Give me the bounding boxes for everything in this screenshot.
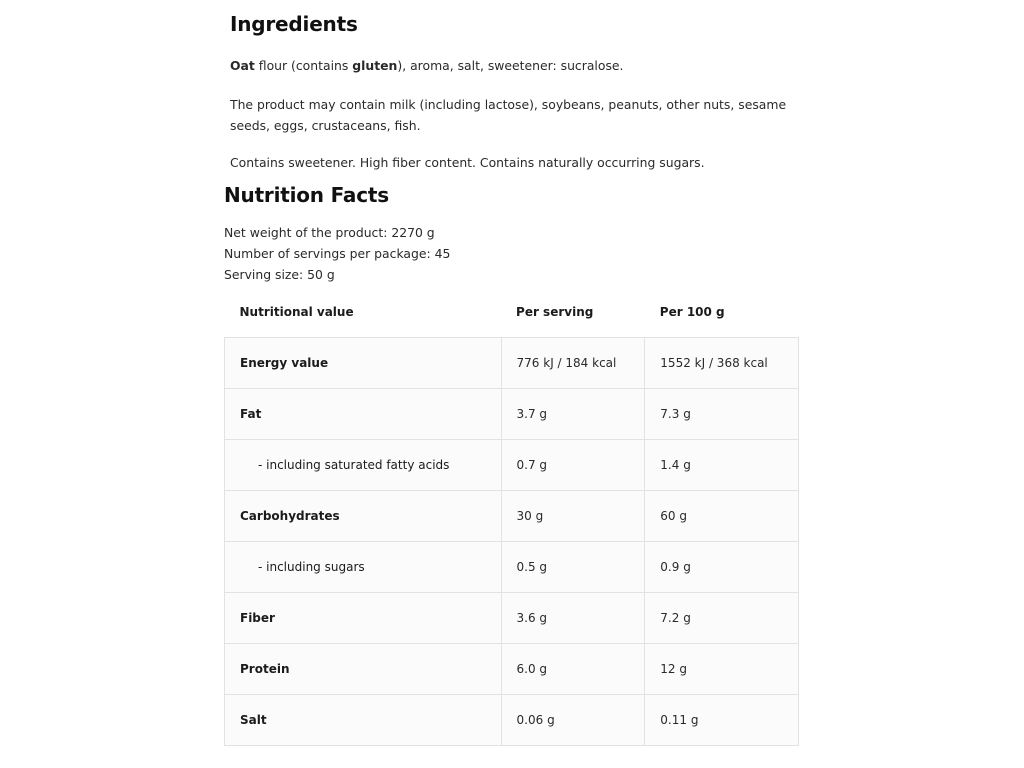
table-row (225, 440, 799, 491)
row-per-serving: 30 g (501, 491, 645, 542)
row-per-100g: 60 g (645, 491, 799, 542)
row-label: Protein (225, 644, 502, 695)
header-nutritional-value: Nutritional value (225, 286, 502, 338)
row-per-100g: 7.2 g (645, 593, 799, 644)
table-row (225, 542, 799, 593)
row-label: Salt (225, 695, 502, 746)
ingredients-title: Ingredients (230, 12, 358, 36)
ingredients-section (230, 12, 810, 173)
ingredient-oat: Oat (230, 58, 255, 73)
ingredients-text-2: ), aroma, salt, sweetener: sucralose. (397, 58, 624, 73)
row-per-100g: 0.11 g (645, 695, 799, 746)
nutrition-section (224, 183, 804, 285)
table-row (225, 593, 799, 644)
header-per-100g: Per 100 g (645, 286, 799, 338)
table-row (225, 644, 799, 695)
contains-note: Contains sweetener. High fiber content. Contains naturally occurring sugars. (230, 155, 705, 170)
row-label: Fiber (225, 593, 502, 644)
row-per-serving: 3.6 g (501, 593, 645, 644)
nutrition-table (224, 286, 799, 746)
servings-per-package: Number of servings per package: 45 (224, 246, 451, 261)
header-per-serving: Per serving (501, 286, 645, 338)
ingredient-gluten: gluten (352, 58, 398, 73)
net-weight: Net weight of the product: 2270 g (224, 225, 435, 240)
row-label: Carbohydrates (225, 491, 502, 542)
row-per-serving: 3.7 g (501, 389, 645, 440)
ingredients-text-1: flour (contains (254, 58, 353, 73)
row-per-serving: 776 kJ / 184 kcal (501, 338, 645, 389)
row-label: - including sugars (225, 542, 502, 593)
row-label: Energy value (225, 338, 502, 389)
row-per-100g: 1552 kJ / 368 kcal (645, 338, 799, 389)
table-row (225, 338, 799, 389)
row-per-100g: 0.9 g (645, 542, 799, 593)
row-per-serving: 0.7 g (501, 440, 645, 491)
table-row (225, 491, 799, 542)
ingredients-list (230, 55, 810, 76)
row-per-serving: 0.06 g (501, 695, 645, 746)
row-per-100g: 7.3 g (645, 389, 799, 440)
row-per-serving: 0.5 g (501, 542, 645, 593)
row-label: Fat (225, 389, 502, 440)
row-per-100g: 1.4 g (645, 440, 799, 491)
package-facts (224, 222, 804, 285)
row-label: - including saturated fatty acids (225, 440, 502, 491)
table-row (225, 389, 799, 440)
serving-size: Serving size: 50 g (224, 267, 335, 282)
row-per-serving: 6.0 g (501, 644, 645, 695)
allergen-warning: The product may contain milk (including lactose), soybeans, peanuts, other nuts, sesame seeds, eggs, crustaceans, fish. (230, 97, 787, 133)
nutrition-title: Nutrition Facts (224, 183, 389, 207)
row-per-100g: 12 g (645, 644, 799, 695)
table-row (225, 695, 799, 746)
table-header-row (225, 286, 799, 338)
